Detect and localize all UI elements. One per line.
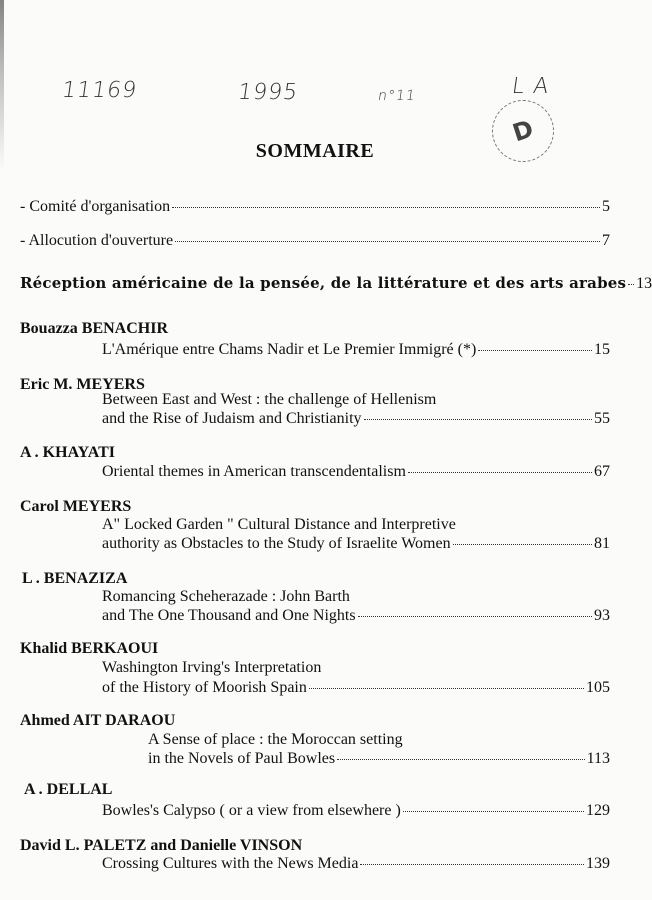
author-name: Bouazza BENACHIR [20,320,169,337]
toc-row-entry[interactable] [102,341,610,359]
leader-dots [337,759,585,760]
toc-row-entry[interactable] [102,802,610,820]
leader-dots [453,544,592,545]
handwritten-number-left: 11169 [60,78,139,103]
author-name: Khalid BERKAOUI [20,640,159,657]
stamp-letter: D [509,114,537,148]
leader-dots [364,419,592,420]
toc-page: 139 [586,855,610,872]
author-name: A . DELLAL [24,781,113,798]
article-title: authority as Obstacles to the Study of Israelite Women [102,535,451,552]
toc-row-entry[interactable] [102,535,610,553]
article-title-line: Between East and West : the challenge of Hellenism [102,391,437,408]
leader-dots [628,284,634,285]
article-title: of the History of Moorish Spain [102,679,307,696]
article-title-line: A Sense of place : the Moroccan setting [148,731,403,748]
leader-dots [172,207,600,208]
toc-row-entry[interactable] [102,463,610,481]
article-title: Crossing Cultures with the News Media [102,855,359,872]
article-title: and the Rise of Judaism and Christianity [102,410,362,427]
article-title-line: Washington Irving's Interpretation [102,659,322,676]
handwritten-year: 1995 [236,80,300,105]
toc-page: 55 [594,410,610,427]
toc-row-entry[interactable] [102,607,610,625]
toc-label: - Comité d'organisation [20,198,171,215]
article-title: Bowles's Calypso ( or a view from elsewhere ) [102,802,401,819]
toc-label: Réception américaine de la pensée, de la littérature et des arts arabes [20,274,627,292]
author-name: A . KHAYATI [20,444,115,461]
toc-label: - Allocution d'ouverture [20,232,174,249]
toc-page: 67 [594,463,610,480]
leader-dots [403,811,584,812]
toc-page: 105 [586,679,610,696]
toc-page: 15 [594,341,610,358]
toc-page: 129 [586,802,610,819]
article-title: L'Amérique entre Chams Nadir et Le Premier Immigré (*) [102,341,477,358]
toc-row-reception[interactable] [20,274,652,293]
toc-row-allocution[interactable] [20,232,610,250]
author-name: Eric M. MEYERS [20,376,145,393]
author-name: Carol MEYERS [20,498,132,515]
page-title: SOMMAIRE [255,140,375,162]
leader-dots [175,241,600,242]
toc-row-comite[interactable] [20,198,610,216]
leader-dots [360,864,584,865]
author-name: L . BENAZIZA [22,570,128,587]
leader-dots [358,616,592,617]
toc-row-entry[interactable] [102,679,610,697]
leader-dots [309,688,584,689]
handwritten-initials: L A [510,74,552,99]
article-title: Oriental themes in American transcendentalism [102,463,406,480]
toc-row-entry[interactable] [102,410,610,428]
handwritten-issue: n°11 [376,88,417,104]
toc-page: 7 [602,232,610,249]
article-title: and The One Thousand and One Nights [102,607,356,624]
toc-row-entry[interactable] [148,750,610,768]
toc-page: 81 [594,535,610,552]
author-name: Ahmed AIT DARAOU [20,712,176,729]
toc-page: 113 [586,750,610,767]
article-title-line: Romancing Scheherazade : John Barth [102,588,350,605]
author-name: David L. PALETZ and Danielle VINSON [20,837,303,854]
article-title-line: A" Locked Garden " Cultural Distance and Interpretive [102,516,456,533]
toc-page: 5 [602,198,610,215]
article-title: in the Novels of Paul Bowles [148,750,336,767]
toc-row-entry[interactable] [102,855,610,873]
toc-page: 93 [594,607,610,624]
toc-page: 13 [636,275,652,292]
leader-dots [408,472,592,473]
leader-dots [478,350,592,351]
